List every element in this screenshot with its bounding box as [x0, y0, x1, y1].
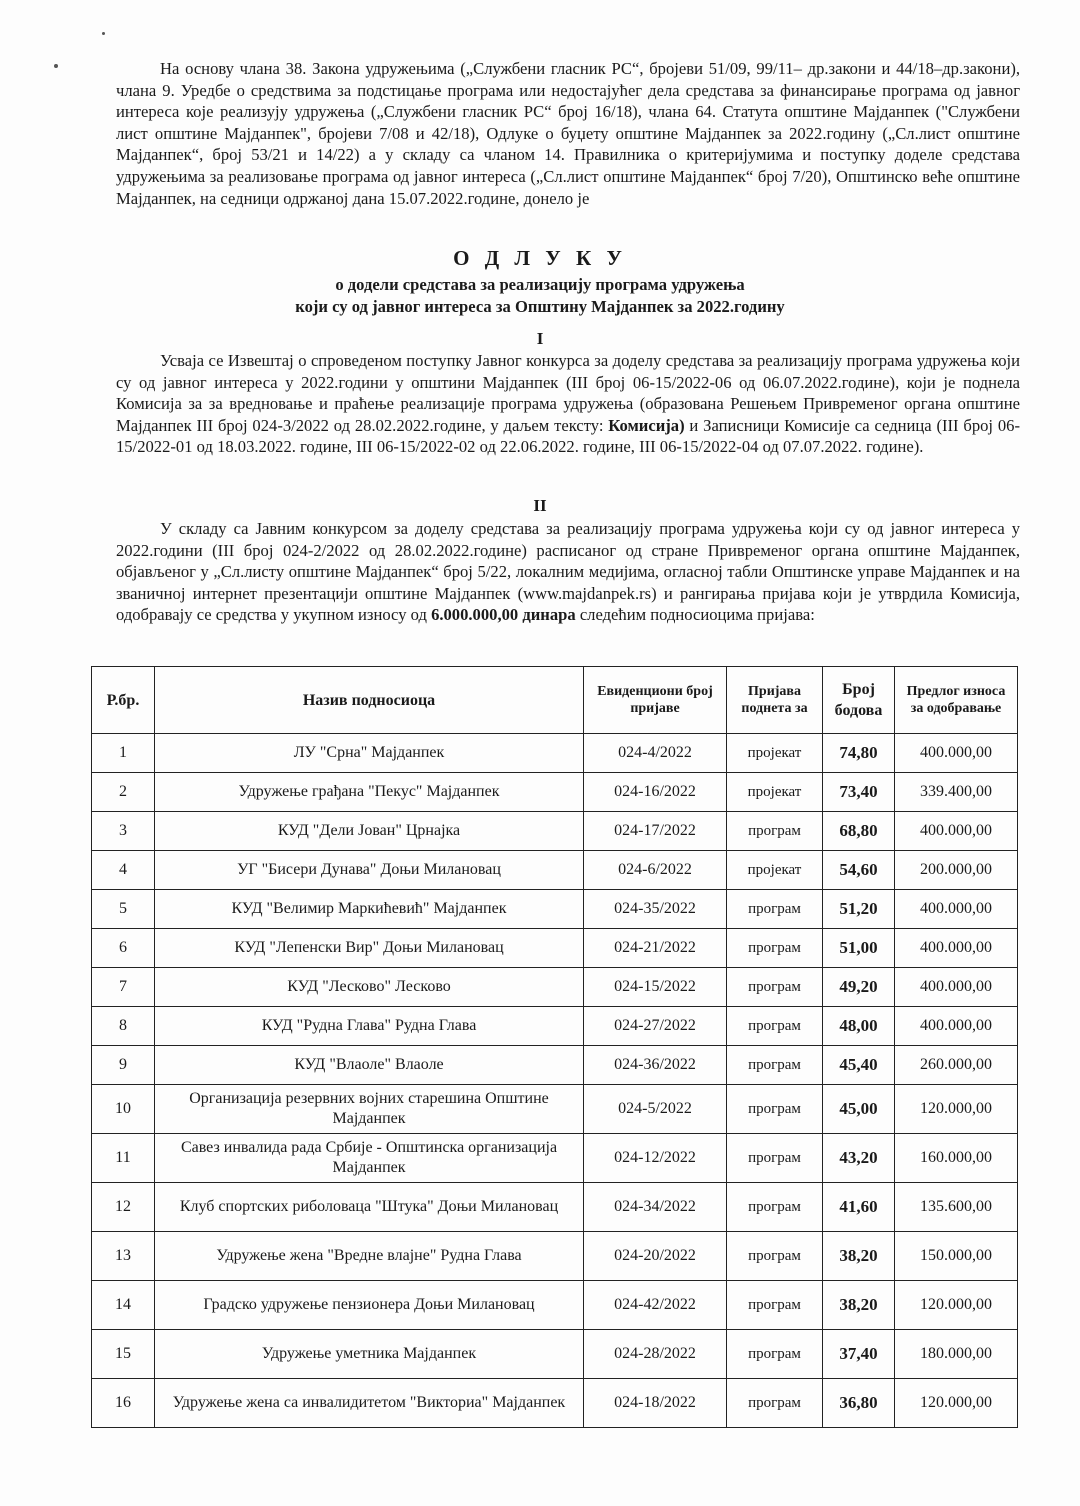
cell-registration-number: 024-35/2022 [584, 890, 727, 929]
cell-amount: 180.000,00 [895, 1330, 1018, 1379]
scan-speck [102, 32, 105, 35]
cell-amount: 135.600,00 [895, 1183, 1018, 1232]
cell-application-type: програм [727, 1232, 823, 1281]
cell-applicant-name: Удружење грађана "Пекус" Мајданпек [155, 773, 584, 812]
table-row [92, 968, 1018, 1007]
cell-registration-number: 024-36/2022 [584, 1046, 727, 1085]
cell-registration-number: 024-18/2022 [584, 1379, 727, 1428]
table-row [92, 929, 1018, 968]
header-points: Број бодова [823, 667, 895, 734]
cell-points: 36,80 [823, 1379, 895, 1428]
table-row [92, 890, 1018, 929]
table-row [92, 1046, 1018, 1085]
cell-amount: 400.000,00 [895, 890, 1018, 929]
cell-points: 68,80 [823, 812, 895, 851]
section-2-paragraph [116, 518, 1020, 626]
section-1-text: Усваја се Извештај о спроведеном поступку Јавног конкурса за доделу средстава за реализацију програма удружења који су од јавног интереса у 2022.години у општини Мајданпек (III број 06-15/2022-06 од 06.07.2022.године), који је поднела Комисија за за вредновање и праћење реализације програма удружења (образована Решењем Привременог органа општине Мајданпек III број 024-3/2022 од 28.02.2022.године, у даљем тексту: [116, 351, 1020, 435]
cell-registration-number: 024-21/2022 [584, 929, 727, 968]
cell-application-type: програм [727, 968, 823, 1007]
cell-rb: 4 [92, 851, 155, 890]
cell-points: 45,00 [823, 1085, 895, 1134]
table-row [92, 1007, 1018, 1046]
cell-rb: 10 [92, 1085, 155, 1134]
table-header-row [92, 667, 1018, 734]
cell-applicant-name: Савез инвалида рада Србије - Општинска организација Мајданпек [155, 1134, 584, 1183]
cell-rb: 2 [92, 773, 155, 812]
cell-applicant-name: ЛУ "Срна" Мајданпек [155, 734, 584, 773]
cell-rb: 13 [92, 1232, 155, 1281]
cell-points: 43,20 [823, 1134, 895, 1183]
scan-speck [54, 64, 58, 68]
cell-application-type: програм [727, 1183, 823, 1232]
cell-application-type: програм [727, 812, 823, 851]
cell-application-type: програм [727, 1085, 823, 1134]
cell-applicant-name: КУД "Лесково" Лесково [155, 968, 584, 1007]
cell-rb: 14 [92, 1281, 155, 1330]
table-row [92, 1232, 1018, 1281]
cell-applicant-name: КУД "Дели Јован" Црнајка [155, 812, 584, 851]
cell-application-type: програм [727, 1379, 823, 1428]
cell-amount: 200.000,00 [895, 851, 1018, 890]
header-application-type: Пријава поднета за [727, 667, 823, 734]
cell-points: 51,00 [823, 929, 895, 968]
cell-application-type: програм [727, 1281, 823, 1330]
cell-amount: 400.000,00 [895, 929, 1018, 968]
table-body [92, 734, 1018, 1428]
cell-points: 51,20 [823, 890, 895, 929]
section-2-text: У складу са Јавним конкурсом за доделу средстава за реализацију програма удружења који су од јавног интереса у 2022.години (III број 024-2/2022 од 28.02.2022.године) расписаног од стране Привременог органа општине Мајданпек, објављеног у „Сл.листу општине Мајданпек“ број 5/22, локалним медијима, огласној табли Општинске управе Мајданпек и на званичној интернет презентацији општине Мајданпек (www.majdanpek.rs) и рангирања пријава који је утврдила Комисија, одобравају се средства у укупном износу од [116, 519, 1020, 625]
cell-applicant-name: УГ "Бисери Дунава" Доњи Милановац [155, 851, 584, 890]
table-row [92, 773, 1018, 812]
cell-applicant-name: Удружење уметника Мајданпек [155, 1330, 584, 1379]
table-row [92, 1134, 1018, 1183]
cell-applicant-name: КУД "Велимир Маркићевић" Мајданпек [155, 890, 584, 929]
cell-applicant-name: КУД "Влаоле" Влаоле [155, 1046, 584, 1085]
cell-rb: 8 [92, 1007, 155, 1046]
cell-application-type: програм [727, 890, 823, 929]
cell-points: 74,80 [823, 734, 895, 773]
cell-rb: 11 [92, 1134, 155, 1183]
section-1-text-end: и Записници Комисије са седница (III број 06-15/2022-01 од 18.03.2022. године, III 06-15/2022-02 од 22.06.2022. године, III 06-15/2022-04 од 07.07.2022. године). [116, 415, 1020, 457]
total-amount: 6.000.000,00 динара [431, 605, 576, 625]
cell-registration-number: 024-20/2022 [584, 1232, 727, 1281]
section-numeral-2: II [533, 496, 547, 515]
cell-rb: 12 [92, 1183, 155, 1232]
section-numeral-1: I [536, 329, 544, 348]
cell-amount: 260.000,00 [895, 1046, 1018, 1085]
header-rb: Р.бр. [92, 667, 155, 734]
table-row [92, 1183, 1018, 1232]
cell-amount: 400.000,00 [895, 734, 1018, 773]
cell-registration-number: 024-5/2022 [584, 1085, 727, 1134]
section-1-bold-text: Комисија) [608, 415, 685, 435]
cell-rb: 3 [92, 812, 155, 851]
decision-subtitle-line2: који су од јавног интереса за Општину Мајданпек за 2022.годину [295, 297, 785, 316]
cell-points: 54,60 [823, 851, 895, 890]
cell-registration-number: 024-6/2022 [584, 851, 727, 890]
cell-application-type: програм [727, 1330, 823, 1379]
cell-points: 48,00 [823, 1007, 895, 1046]
table-row [92, 812, 1018, 851]
cell-application-type: пројекат [727, 773, 823, 812]
table-row [92, 1085, 1018, 1134]
cell-registration-number: 024-12/2022 [584, 1134, 727, 1183]
cell-points: 41,60 [823, 1183, 895, 1232]
cell-application-type: пројекат [727, 851, 823, 890]
section-1-paragraph [116, 350, 1020, 458]
table-row [92, 1330, 1018, 1379]
preamble-paragraph: На основу члана 38. Закона удружењима („Службени гласник РС“, бројеви 51/09, 99/11– др.закони и 44/18–др.закони), члана 9. Уредбе о средствима за подстицање програма или недостајућег дела средстава за финансирање програма од јавног интереса које реализују удружења („Службени гласник РС“ број 16/18), члана 64. Статута општине Мајданпек ("Службени лист општине Мајданпек", бројеви 7/08 и 42/18), Одлуке о буџету општине Мајданпек за 2022.годину („Сл.лист општине Мајданпек“, број 53/21 и 14/22) а у складу са чланом 14. Правилника о критеријумима и поступку доделе средстава удружењима за реализовање програма од јавног интереса („Сл.лист општине Мајданпек“ број 7/20), Општинско веће општине Мајданпек, на седници одржаној дана 15.07.2022.године, донело је [116, 59, 1020, 208]
decision-subtitle-line1: о додели средстава за реализацију програма удружења [335, 275, 745, 294]
header-amount: Предлог износа за одобравање [895, 667, 1018, 734]
cell-points: 38,20 [823, 1281, 895, 1330]
cell-registration-number: 024-16/2022 [584, 773, 727, 812]
cell-registration-number: 024-4/2022 [584, 734, 727, 773]
decision-title: О Д Л У К У [453, 246, 627, 270]
cell-rb: 1 [92, 734, 155, 773]
cell-applicant-name: КУД "Рудна Глава" Рудна Глава [155, 1007, 584, 1046]
cell-amount: 400.000,00 [895, 812, 1018, 851]
cell-points: 38,20 [823, 1232, 895, 1281]
cell-application-type: програм [727, 1134, 823, 1183]
cell-rb: 6 [92, 929, 155, 968]
cell-applicant-name: Удружење жена "Вредне влајне" Рудна Глава [155, 1232, 584, 1281]
cell-amount: 150.000,00 [895, 1232, 1018, 1281]
table-row [92, 851, 1018, 890]
cell-rb: 16 [92, 1379, 155, 1428]
table-row [92, 1379, 1018, 1428]
cell-amount: 120.000,00 [895, 1281, 1018, 1330]
cell-rb: 9 [92, 1046, 155, 1085]
cell-rb: 15 [92, 1330, 155, 1379]
cell-registration-number: 024-15/2022 [584, 968, 727, 1007]
cell-amount: 160.000,00 [895, 1134, 1018, 1183]
cell-application-type: програм [727, 1007, 823, 1046]
cell-applicant-name: Клуб спортских риболоваца "Штука" Доњи Милановац [155, 1183, 584, 1232]
cell-amount: 400.000,00 [895, 1007, 1018, 1046]
table-row [92, 1281, 1018, 1330]
section-2-text-end: следећим подносиоцима пријава: [575, 605, 815, 625]
table-row [92, 734, 1018, 773]
cell-amount: 400.000,00 [895, 968, 1018, 1007]
cell-applicant-name: Организација резервних војних старешина Општине Мајданпек [155, 1085, 584, 1134]
cell-registration-number: 024-42/2022 [584, 1281, 727, 1330]
header-applicant-name: Назив подносиоца [155, 667, 584, 734]
cell-applicant-name: Градско удружење пензионера Доњи Милановац [155, 1281, 584, 1330]
cell-rb: 7 [92, 968, 155, 1007]
cell-amount: 120.000,00 [895, 1085, 1018, 1134]
cell-points: 49,20 [823, 968, 895, 1007]
header-registration-number: Евиденциони број пријаве [584, 667, 727, 734]
cell-application-type: програм [727, 1046, 823, 1085]
cell-application-type: пројекат [727, 734, 823, 773]
cell-amount: 339.400,00 [895, 773, 1018, 812]
cell-registration-number: 024-28/2022 [584, 1330, 727, 1379]
cell-amount: 120.000,00 [895, 1379, 1018, 1428]
cell-applicant-name: Удружење жена са инвалидитетом "Викториа" Мајданпек [155, 1379, 584, 1428]
cell-registration-number: 024-34/2022 [584, 1183, 727, 1232]
cell-points: 37,40 [823, 1330, 895, 1379]
cell-points: 73,40 [823, 773, 895, 812]
grants-table [91, 666, 1018, 1428]
cell-registration-number: 024-27/2022 [584, 1007, 727, 1046]
cell-applicant-name: КУД "Лепенски Вир" Доњи Милановац [155, 929, 584, 968]
cell-points: 45,40 [823, 1046, 895, 1085]
cell-application-type: програм [727, 929, 823, 968]
cell-registration-number: 024-17/2022 [584, 812, 727, 851]
cell-rb: 5 [92, 890, 155, 929]
